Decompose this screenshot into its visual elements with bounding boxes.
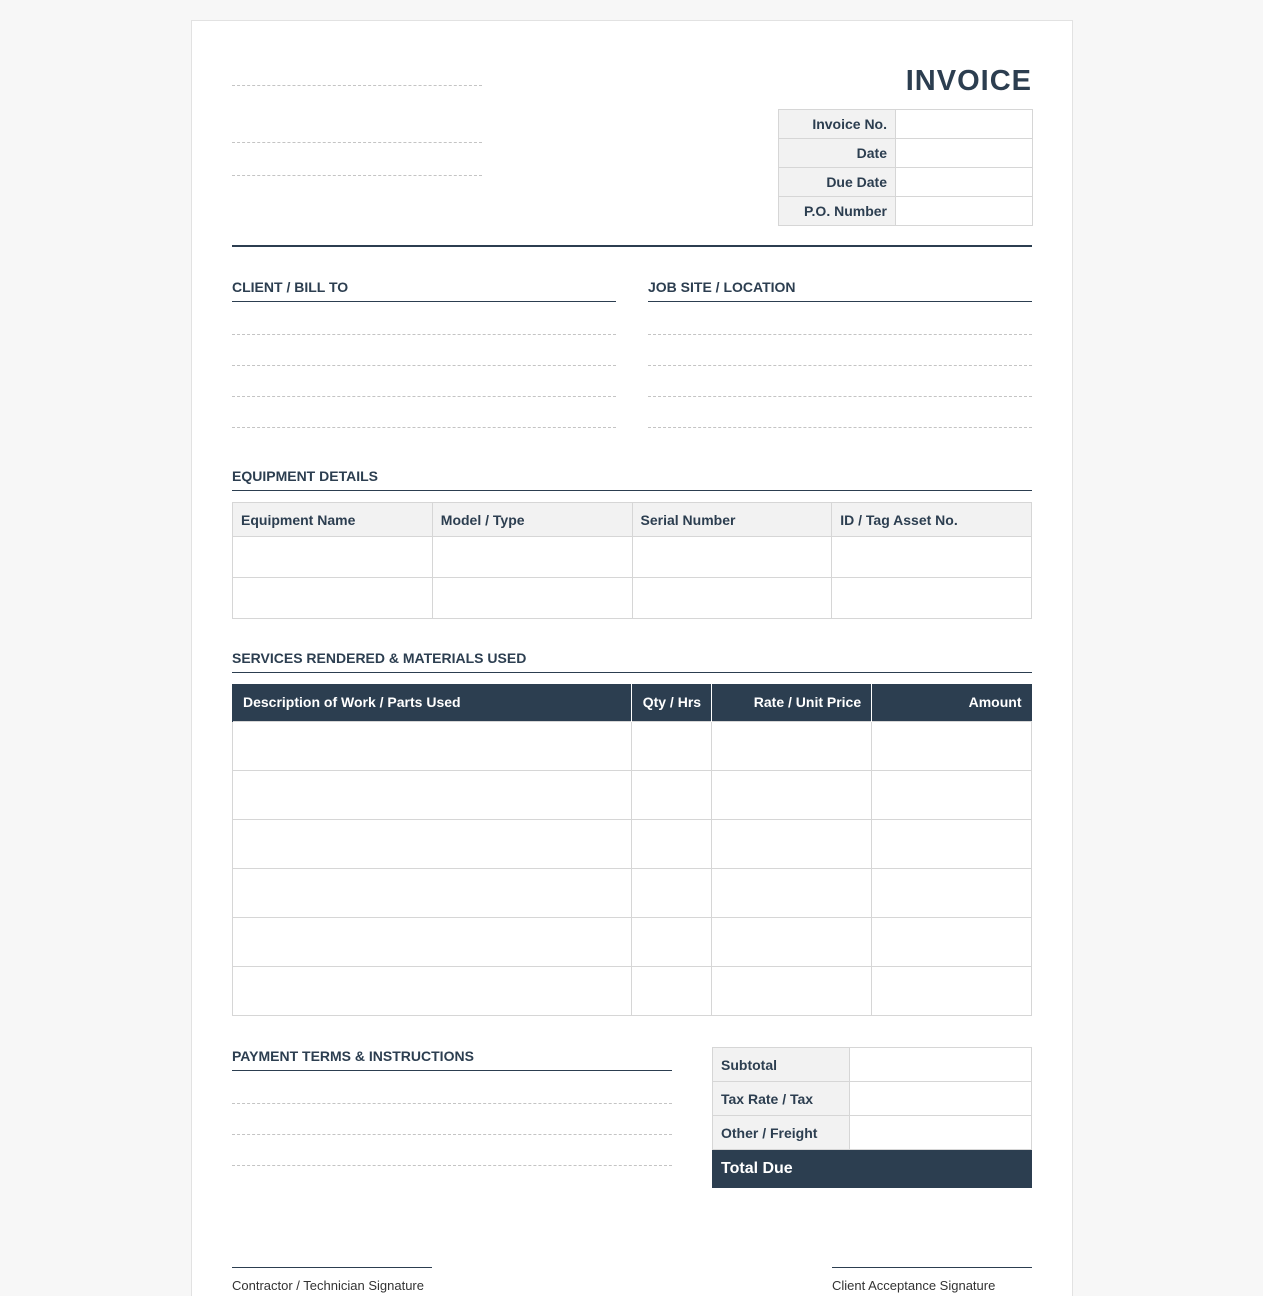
rate-cell[interactable]: [712, 770, 872, 819]
description-cell[interactable]: [233, 917, 632, 966]
qty-cell[interactable]: [632, 868, 712, 917]
amount-header: Amount: [872, 684, 1032, 721]
serial-number-cell[interactable]: [632, 578, 832, 619]
tax-label: Tax Rate / Tax: [713, 1082, 850, 1116]
tag-asset-header: ID / Tag Asset No.: [832, 503, 1032, 537]
client-line-3[interactable]: [232, 396, 616, 397]
meta-row-due-date: [779, 168, 1033, 197]
table-row: [233, 578, 1032, 619]
qty-header: Qty / Hrs: [632, 684, 712, 721]
total-due-label: Total Due: [721, 1160, 793, 1177]
equipment-table: [232, 502, 1032, 619]
description-cell[interactable]: [233, 770, 632, 819]
table-row: [233, 966, 1032, 1015]
client-signature-line[interactable]: [832, 1267, 1032, 1268]
company-address-line[interactable]: [232, 142, 482, 143]
rate-cell[interactable]: [712, 966, 872, 1015]
invoice-no-field[interactable]: [896, 110, 1033, 139]
header-divider: [232, 245, 1032, 247]
payment-line-1[interactable]: [232, 1103, 672, 1104]
serial-number-cell[interactable]: [632, 537, 832, 578]
model-type-header: Model / Type: [432, 503, 632, 537]
due-date-field[interactable]: [896, 168, 1033, 197]
equipment-section-title: EQUIPMENT DETAILS: [232, 468, 1032, 491]
tax-row: [713, 1082, 1032, 1116]
amount-cell[interactable]: [872, 868, 1032, 917]
subtotal-label: Subtotal: [713, 1048, 850, 1082]
job-site-line-4[interactable]: [648, 427, 1032, 428]
equipment-name-header: Equipment Name: [233, 503, 433, 537]
rate-cell[interactable]: [712, 721, 872, 770]
subtotal-field[interactable]: [850, 1048, 1032, 1082]
company-contact-line[interactable]: [232, 175, 482, 176]
amount-cell[interactable]: [872, 966, 1032, 1015]
amount-cell[interactable]: [872, 917, 1032, 966]
equipment-header-row: [233, 503, 1032, 537]
po-number-field[interactable]: [896, 197, 1033, 226]
invoice-title: INVOICE: [905, 65, 1032, 97]
services-header-row: [233, 684, 1032, 721]
totals-table: [712, 1047, 1032, 1150]
amount-cell[interactable]: [872, 819, 1032, 868]
invoice-meta-table: [778, 109, 1033, 226]
qty-cell[interactable]: [632, 721, 712, 770]
description-header: Description of Work / Parts Used: [233, 684, 632, 721]
job-site-line-1[interactable]: [648, 334, 1032, 335]
client-line-2[interactable]: [232, 365, 616, 366]
client-section-title: CLIENT / BILL TO: [232, 279, 616, 302]
meta-row-po-number: [779, 197, 1033, 226]
equipment-name-cell[interactable]: [233, 578, 433, 619]
description-cell[interactable]: [233, 721, 632, 770]
client-line-4[interactable]: [232, 427, 616, 428]
date-label: Date: [779, 139, 896, 168]
services-section-title: SERVICES RENDERED & MATERIALS USED: [232, 650, 1032, 673]
other-freight-field[interactable]: [850, 1116, 1032, 1150]
contractor-signature-line[interactable]: [232, 1267, 432, 1268]
rate-cell[interactable]: [712, 819, 872, 868]
invoice-sheet: [191, 20, 1073, 1296]
payment-line-3[interactable]: [232, 1165, 672, 1166]
due-date-label: Due Date: [779, 168, 896, 197]
company-name-line[interactable]: [232, 85, 482, 86]
model-type-cell[interactable]: [432, 578, 632, 619]
job-site-line-3[interactable]: [648, 396, 1032, 397]
table-row: [233, 868, 1032, 917]
subtotal-row: [713, 1048, 1032, 1082]
total-due-bar: [712, 1150, 1032, 1188]
po-number-label: P.O. Number: [779, 197, 896, 226]
table-row: [233, 537, 1032, 578]
client-line-1[interactable]: [232, 334, 616, 335]
job-site-line-2[interactable]: [648, 365, 1032, 366]
rate-cell[interactable]: [712, 917, 872, 966]
qty-cell[interactable]: [632, 917, 712, 966]
rate-header: Rate / Unit Price: [712, 684, 872, 721]
contractor-signature-label: Contractor / Technician Signature: [232, 1278, 424, 1293]
table-row: [233, 721, 1032, 770]
meta-row-invoice-no: [779, 110, 1033, 139]
description-cell[interactable]: [233, 868, 632, 917]
amount-cell[interactable]: [872, 770, 1032, 819]
amount-cell[interactable]: [872, 721, 1032, 770]
description-cell[interactable]: [233, 966, 632, 1015]
payment-section-title: PAYMENT TERMS & INSTRUCTIONS: [232, 1048, 672, 1071]
table-row: [233, 819, 1032, 868]
table-row: [233, 917, 1032, 966]
meta-row-date: [779, 139, 1033, 168]
serial-number-header: Serial Number: [632, 503, 832, 537]
qty-cell[interactable]: [632, 966, 712, 1015]
date-field[interactable]: [896, 139, 1033, 168]
description-cell[interactable]: [233, 819, 632, 868]
rate-cell[interactable]: [712, 868, 872, 917]
equipment-name-cell[interactable]: [233, 537, 433, 578]
tag-asset-cell[interactable]: [832, 578, 1032, 619]
other-row: [713, 1116, 1032, 1150]
client-signature-label: Client Acceptance Signature: [832, 1278, 996, 1293]
qty-cell[interactable]: [632, 770, 712, 819]
job-site-section-title: JOB SITE / LOCATION: [648, 279, 1032, 302]
tax-field[interactable]: [850, 1082, 1032, 1116]
table-row: [233, 770, 1032, 819]
qty-cell[interactable]: [632, 819, 712, 868]
payment-line-2[interactable]: [232, 1134, 672, 1135]
model-type-cell[interactable]: [432, 537, 632, 578]
invoice-no-label: Invoice No.: [779, 110, 896, 139]
tag-asset-cell[interactable]: [832, 537, 1032, 578]
other-freight-label: Other / Freight: [713, 1116, 850, 1150]
services-table: [232, 684, 1032, 1016]
